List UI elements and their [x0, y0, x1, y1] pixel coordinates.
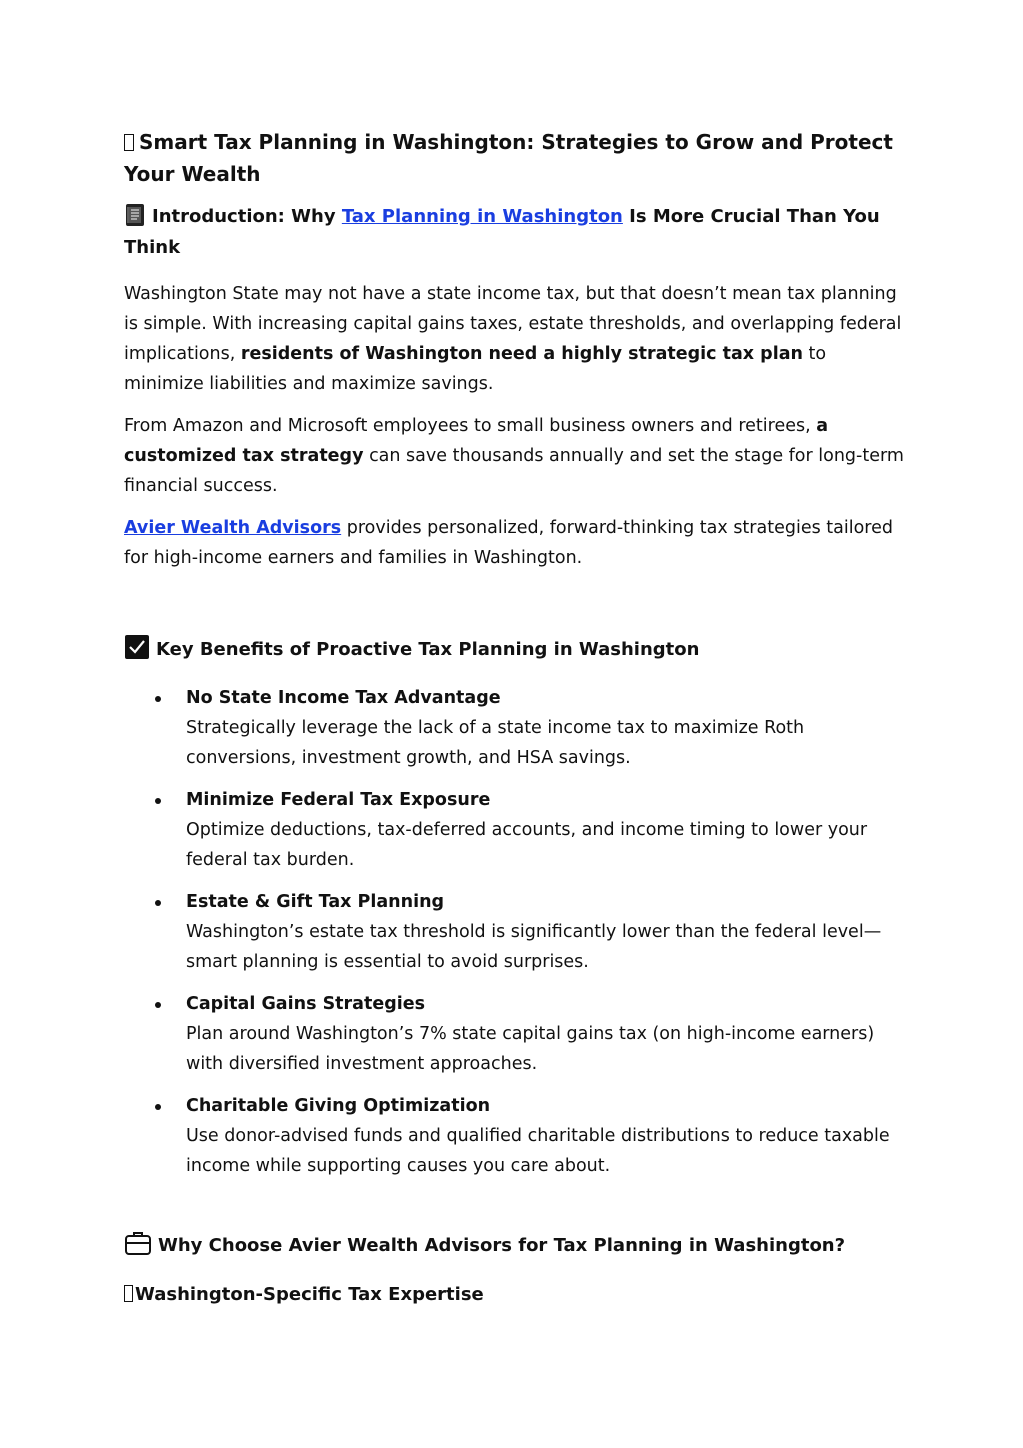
intro-p2-bold: a customized tax strategy — [124, 416, 829, 466]
benefit-title: No State Income Tax Advantage — [186, 688, 501, 708]
benefit-title: Capital Gains Strategies — [186, 994, 426, 1014]
benefit-title: Estate & Gift Tax Planning — [186, 892, 445, 912]
avier-wealth-advisors-link[interactable]: Avier Wealth Advisors — [124, 518, 342, 538]
list-item — [124, 683, 904, 773]
list-item — [124, 887, 904, 977]
bullet-icon — [155, 798, 161, 804]
intro-paragraph-1 — [124, 279, 904, 399]
benefit-description: Plan around Washington’s 7% state capital gains tax (on high-income earners) with diversified investment approaches. — [186, 1024, 875, 1074]
why-choose-heading — [124, 1230, 904, 1264]
intro-paragraph-3 — [124, 513, 904, 573]
briefcase-icon — [124, 1230, 152, 1264]
intro-p1-text: Washington State may not have a state income tax, but that doesn’t mean tax planning is simple. With increasing capital gains taxes, estate thresholds, and overlapping federal implications, — [124, 284, 902, 364]
bullet-icon — [155, 696, 161, 702]
page-title-text: Smart Tax Planning in Washington: Strategies to Grow and Protect Your Wealth — [124, 130, 893, 186]
checkmark-box-icon — [124, 634, 150, 668]
benefit-title: Charitable Giving Optimization — [186, 1096, 491, 1116]
intro-p2-text-end: can save thousands annually and set the stage for long-term financial success. — [124, 446, 904, 496]
intro-p3-text: provides personalized, forward-thinking tax strategies tailored for high-income earners and families in Washington. — [124, 518, 893, 568]
document-page — [124, 126, 904, 1308]
intro-p2-text: From Amazon and Microsoft employees to small business owners and retirees, — [124, 416, 817, 436]
list-item — [124, 1091, 904, 1181]
benefits-list — [124, 683, 904, 1181]
intro-p1-bold: residents of Washington need a highly strategic tax plan — [240, 344, 803, 364]
benefit-description: Strategically leverage the lack of a state income tax to maximize Roth conversions, investment growth, and HSA savings. — [186, 718, 805, 768]
tax-planning-washington-link[interactable]: Tax Planning in Washington — [341, 206, 623, 227]
intro-heading — [124, 203, 904, 261]
benefit-description: Use donor-advised funds and qualified charitable distributions to reduce taxable income while supporting causes you care about. — [186, 1126, 890, 1176]
benefit-title: Minimize Federal Tax Exposure — [186, 790, 491, 810]
intro-p1-text-end: to minimize liabilities and maximize savings. — [124, 344, 827, 394]
intro-paragraph-2 — [124, 411, 904, 501]
bullet-icon — [155, 900, 161, 906]
list-item — [124, 785, 904, 875]
intro-heading-after: Is More Crucial Than You Think — [124, 206, 880, 258]
benefit-description: Optimize deductions, tax-deferred accounts, and income timing to lower your federal tax burden. — [186, 820, 868, 870]
intro-heading-before: Introduction: Why — [152, 206, 342, 227]
subsection-heading — [124, 1282, 904, 1308]
benefits-heading-text: Key Benefits of Proactive Tax Planning in Washington — [156, 639, 700, 660]
ledger-book-icon — [124, 203, 146, 235]
bullet-icon — [155, 1002, 161, 1008]
page-title — [124, 126, 904, 190]
benefits-heading — [124, 634, 904, 668]
list-item — [124, 989, 904, 1079]
keycap-number-icon — [124, 1285, 133, 1302]
subsection-heading-text: Washington-Specific Tax Expertise — [135, 1284, 484, 1305]
benefit-description: Washington’s estate tax threshold is significantly lower than the federal level—smart planning is essential to avoid surprises. — [186, 922, 882, 972]
why-choose-heading-text: Why Choose Avier Wealth Advisors for Tax Planning in Washington? — [158, 1235, 846, 1256]
bullet-icon — [155, 1104, 161, 1110]
missing-glyph-icon — [124, 134, 134, 151]
